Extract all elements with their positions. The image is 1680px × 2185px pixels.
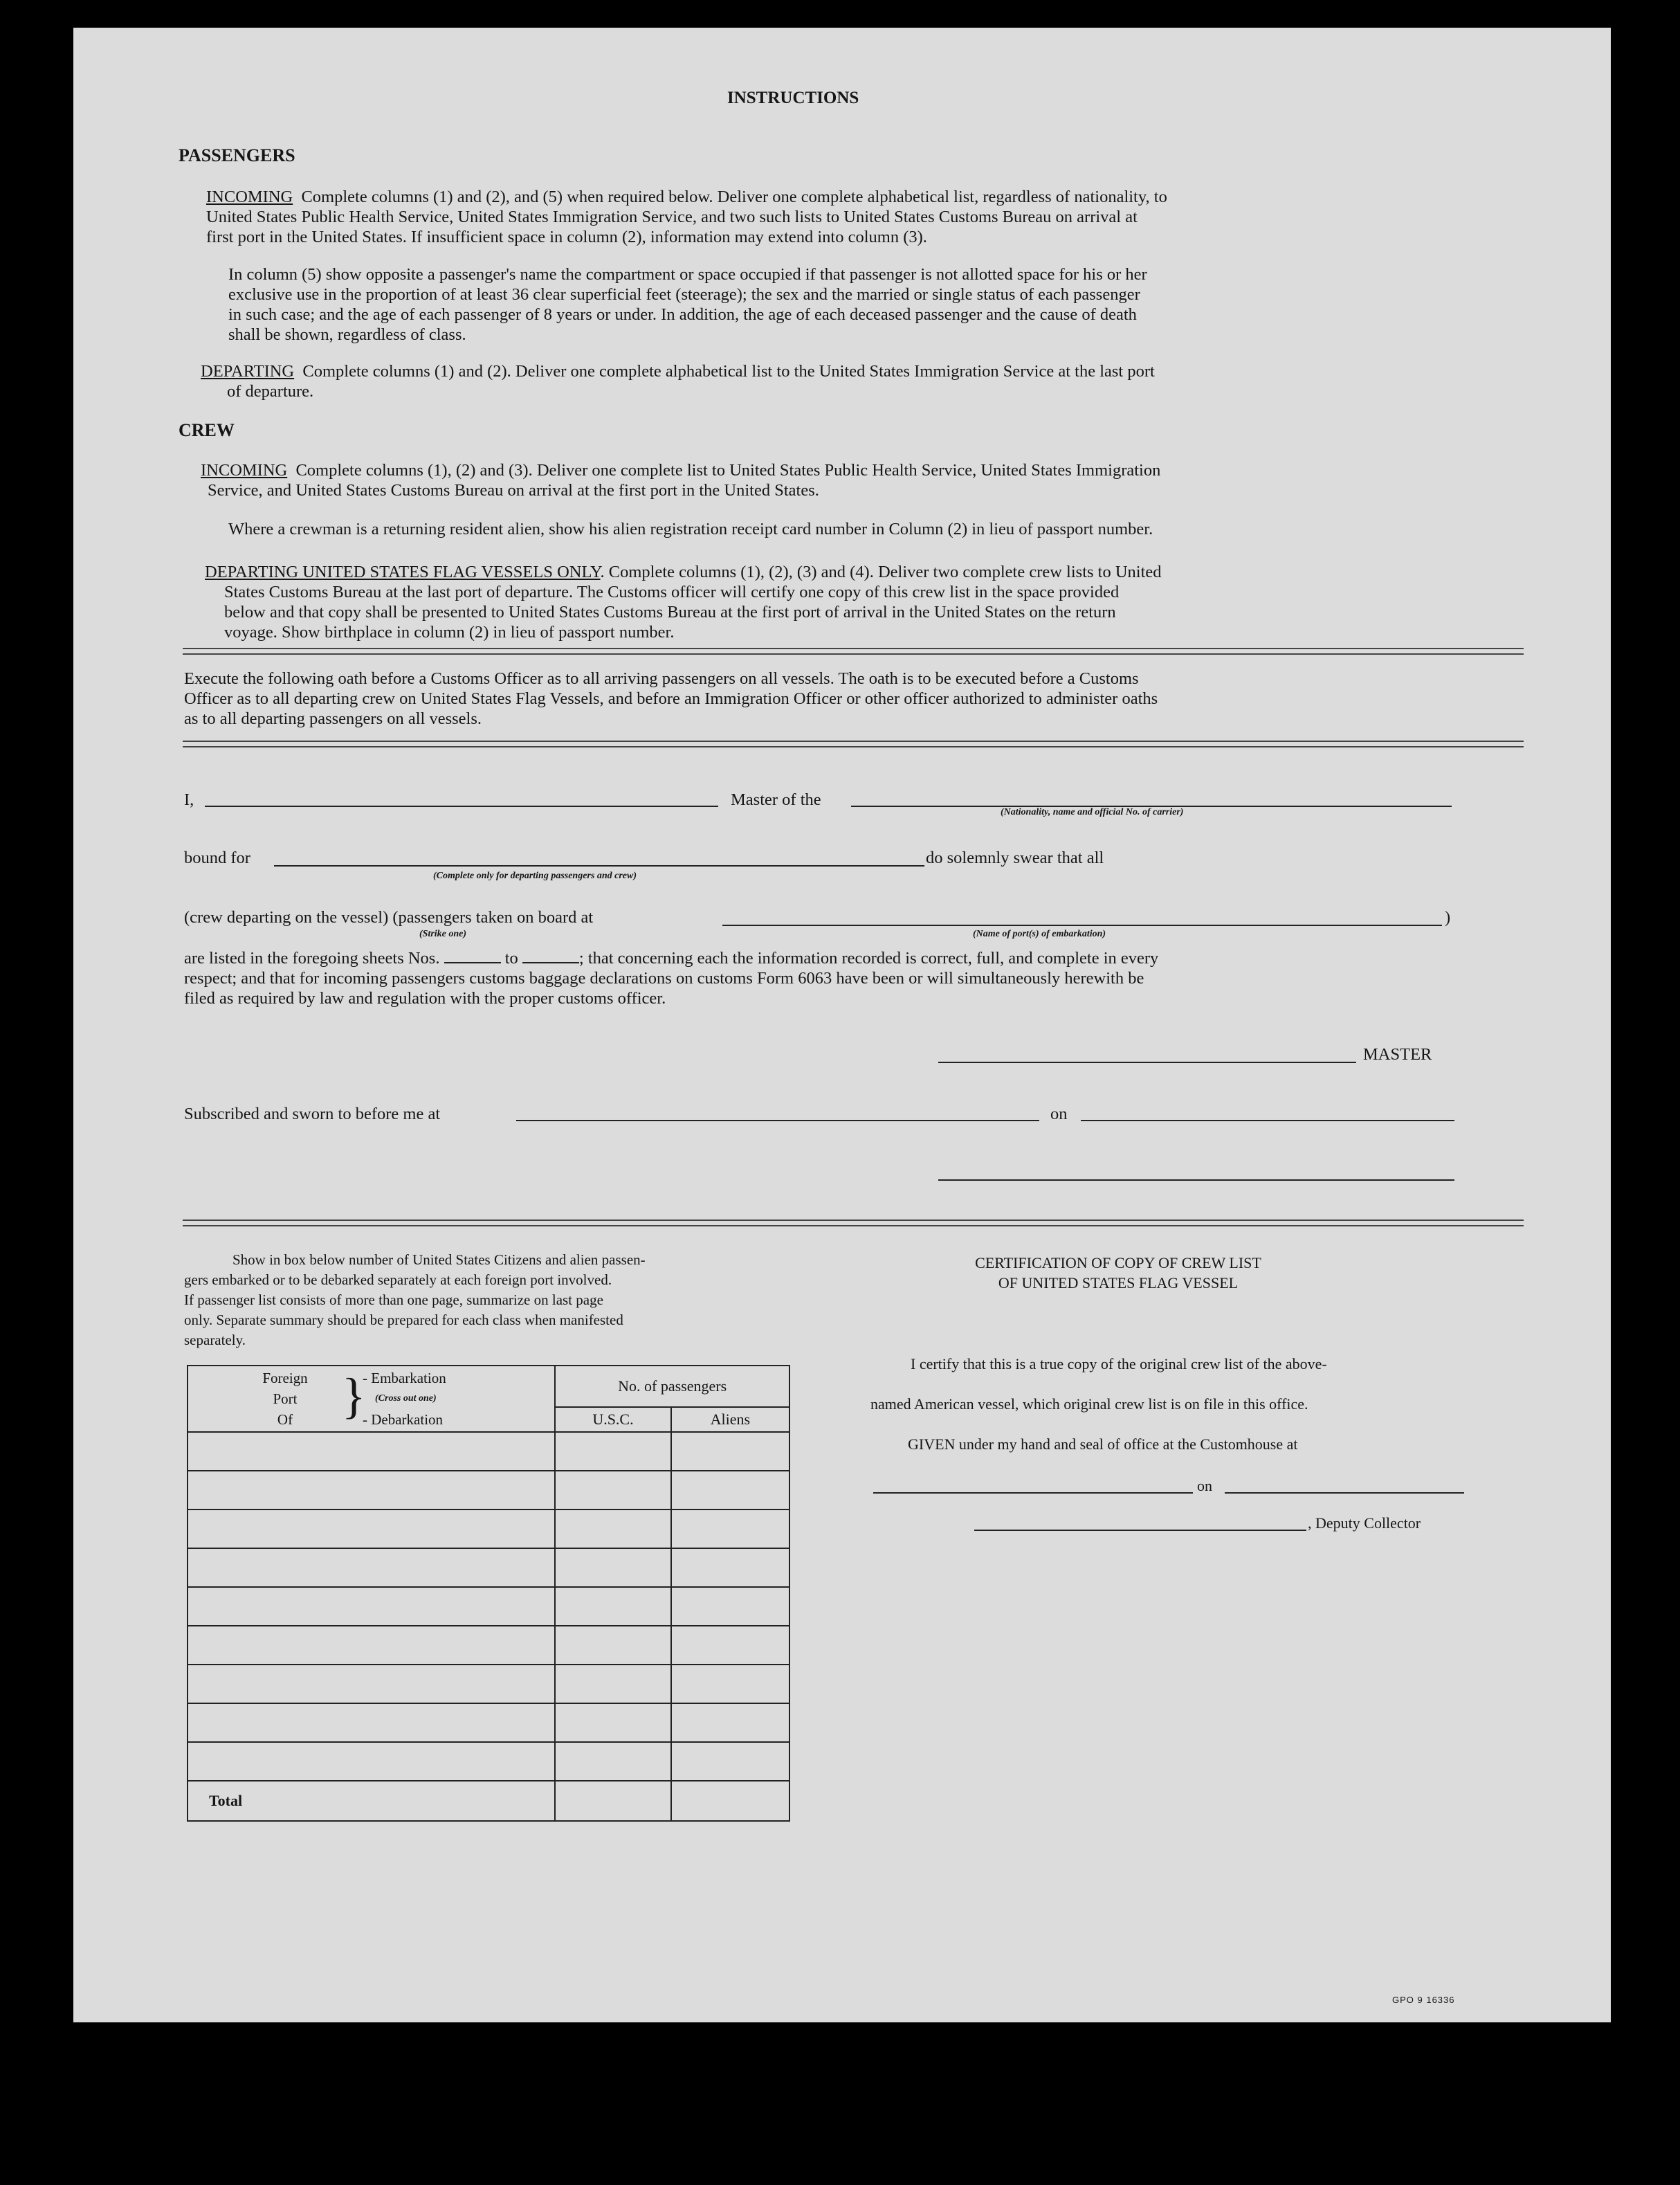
crew-departing-option: (crew departing on the vessel) (passengers taken on board at [184, 908, 594, 927]
respect-text: respect; and that for incoming passengers customs baggage declarations on customs Form 6063 have been or will simultaneously herewith be [184, 969, 1144, 988]
table-row [188, 1587, 789, 1626]
officer-signature-field[interactable] [938, 1179, 1454, 1181]
crew-departing-label: DEPARTING UNITED STATES FLAG VESSELS ONLY [205, 563, 601, 581]
aliens-cell[interactable] [671, 1665, 789, 1703]
of-label: Of [277, 1411, 293, 1428]
table-row [188, 1703, 789, 1742]
port-cell[interactable] [188, 1665, 555, 1703]
usc-cell[interactable] [555, 1626, 670, 1665]
master-of-the-label: Master of the [731, 790, 821, 809]
table-row [188, 1471, 789, 1509]
certification-title-2: OF UNITED STATES FLAG VESSEL [998, 1274, 1239, 1291]
aliens-cell[interactable] [671, 1548, 789, 1587]
aliens-cell[interactable] [671, 1703, 789, 1742]
given-text: GIVEN under my hand and seal of office at the Customhouse at [908, 1435, 1298, 1453]
col5-text-1: In column (5) show opposite a passenger's name the compartment or space occupied if that passenger is not allotted space for his or her [228, 265, 1147, 284]
oath-instr-text-1: Execute the following oath before a Customs Officer as to all arriving passengers on all vessels. The oath is to be executed before a Customs [184, 669, 1139, 688]
usc-cell[interactable] [555, 1703, 670, 1742]
usc-cell[interactable] [555, 1509, 670, 1548]
nationality-note: (Nationality, name and official No. of carrier) [1001, 807, 1184, 817]
port-cell[interactable] [188, 1509, 555, 1548]
certify-text-2: named American vessel, which original crew list is on file in this office. [870, 1395, 1308, 1413]
col5-text-4: shall be shown, regardless of class. [228, 325, 466, 344]
listed-text-b: ; that concerning each the information recorded is correct, full, and complete in every [578, 949, 1159, 968]
summary-intro-2: gers embarked or to be debarked separately at each foreign port involved. [184, 1271, 612, 1288]
passengers-departing-text-1: Complete columns (1) and (2). Deliver one complete alphabetical list to the United States Immigration Service at the last port [302, 362, 1155, 381]
aliens-cell[interactable] [671, 1432, 789, 1471]
sheet-to-field[interactable] [522, 950, 579, 963]
aliens-header: Aliens [671, 1407, 789, 1432]
summary-intro [184, 1250, 807, 1350]
customhouse-field[interactable] [873, 1492, 1193, 1494]
passengers-incoming-text-1: Complete columns (1) and (2), and (5) when required below. Deliver one complete alphabetical list, regardless of nationality, to [301, 188, 1167, 206]
section-divider [183, 648, 1524, 655]
aliens-cell[interactable] [671, 1626, 789, 1665]
debarkation-label: - Debarkation [363, 1411, 444, 1428]
crew-resident-text: Where a crewman is a returning resident alien, show his alien registration receipt card number in Column (2) in lieu of passport number. [228, 520, 1153, 538]
do-solemnly-swear: do solemnly swear that all [926, 849, 1104, 867]
deputy-signature-field[interactable] [974, 1530, 1306, 1531]
port-label: Port [273, 1390, 298, 1407]
port-header-cell [188, 1366, 555, 1432]
section-divider [183, 1220, 1524, 1226]
table-row [188, 1432, 789, 1471]
usc-cell[interactable] [555, 1432, 670, 1471]
total-row [188, 1781, 789, 1821]
usc-header: U.S.C. [555, 1407, 670, 1432]
crew-departing-text-4: voyage. Show birthplace in column (2) in lieu of passport number. [224, 623, 675, 642]
cross-out-note: (Cross out one) [375, 1393, 437, 1404]
port-cell[interactable] [188, 1742, 555, 1781]
passengers-incoming-paragraph [206, 187, 1521, 247]
usc-total-cell[interactable] [555, 1781, 670, 1821]
crew-incoming-paragraph [201, 460, 1515, 500]
oath-listed-paragraph [184, 948, 1526, 1008]
listed-to-label: to [504, 949, 518, 968]
crew-incoming-text-1: Complete columns (1), (2) and (3). Deliver one complete list to United States Public Health Service, United States Immigration [295, 461, 1161, 480]
port-cell[interactable] [188, 1548, 555, 1587]
gpo-code: GPO 9 16336 [1392, 1995, 1455, 2005]
crew-departing-text-2: States Customs Bureau at the last port of departure. The Customs officer will certify one copy of this crew list in the space provided [224, 583, 1120, 601]
foreign-label: Foreign [262, 1370, 308, 1386]
usc-cell[interactable] [555, 1665, 670, 1703]
listed-text-a: are listed in the foregoing sheets Nos. [184, 949, 440, 968]
certify-text-1: I certify that this is a true copy of the original crew list of the above- [911, 1355, 1327, 1372]
port-cell[interactable] [188, 1703, 555, 1742]
aliens-cell[interactable] [671, 1471, 789, 1509]
passengers-heading: PASSENGERS [179, 145, 295, 165]
certification-title [917, 1253, 1319, 1293]
usc-cell[interactable] [555, 1587, 670, 1626]
crew-incoming-label: INCOMING [201, 461, 288, 480]
embarkation-ports-field[interactable] [722, 925, 1442, 926]
bound-for-field[interactable] [274, 865, 924, 867]
table-row [188, 1548, 789, 1587]
close-paren: ) [1445, 908, 1451, 927]
passengers-incoming-label: INCOMING [206, 188, 293, 206]
table-row [188, 1742, 789, 1781]
master-signature-field[interactable] [938, 1062, 1356, 1063]
aliens-cell[interactable] [671, 1509, 789, 1548]
aliens-cell[interactable] [671, 1742, 789, 1781]
embarkation-label: - Embarkation [363, 1370, 446, 1386]
port-cell[interactable] [188, 1471, 555, 1509]
table-row [188, 1626, 789, 1665]
passengers-incoming-text-2: United States Public Health Service, United States Immigration Service, and two such lists to United States Customs Bureau on arrival at [206, 208, 1138, 226]
cert-on-label: on [1197, 1477, 1212, 1494]
port-cell[interactable] [188, 1626, 555, 1665]
aliens-cell[interactable] [671, 1587, 789, 1626]
summary-intro-5: separately. [184, 1332, 246, 1348]
usc-cell[interactable] [555, 1471, 670, 1509]
summary-intro-1: Show in box below number of United States Citizens and alien passen- [232, 1251, 646, 1268]
summary-intro-3: If passenger list consists of more than one page, summarize on last page [184, 1291, 603, 1308]
master-name-field[interactable] [205, 806, 718, 807]
master-label: MASTER [1363, 1045, 1432, 1064]
oath-instr-text-3: as to all departing passengers on all vessels. [184, 709, 482, 728]
crew-incoming-text-2: Service, and United States Customs Bureau on arrival at the first port in the United States. [208, 481, 819, 500]
col5-text-3: in such case; and the age of each passenger of 8 years or under. In addition, the age of each deceased passenger and the cause of death [228, 305, 1137, 324]
oath-instructions [184, 669, 1519, 729]
port-cell[interactable] [188, 1432, 555, 1471]
crew-heading: CREW [179, 420, 235, 440]
form-page [73, 28, 1611, 2022]
cert-date-field[interactable] [1225, 1492, 1464, 1494]
sworn-date-field[interactable] [1081, 1120, 1454, 1121]
instructions-title: INSTRUCTIONS [727, 89, 859, 107]
section-divider [183, 741, 1524, 747]
bound-for-label: bound for [184, 849, 250, 867]
summary-intro-4: only. Separate summary should be prepared for each class when manifested [184, 1312, 623, 1328]
oath-i-label: I, [184, 790, 194, 809]
aliens-total-cell[interactable] [671, 1781, 789, 1821]
strike-one-note: (Strike one) [419, 929, 467, 939]
usc-cell[interactable] [555, 1742, 670, 1781]
complete-only-note: (Complete only for departing passengers and crew) [433, 871, 637, 881]
passengers-departing-text-2: of departure. [227, 382, 314, 401]
deputy-collector-label: , Deputy Collector [1308, 1514, 1421, 1532]
ports-note: (Name of port(s) of embarkation) [973, 929, 1106, 939]
certification-title-1: CERTIFICATION OF COPY OF CREW LIST [975, 1254, 1261, 1271]
crew-departing-text-1: . Complete columns (1), (2), (3) and (4). Deliver two complete crew lists to United [600, 563, 1162, 581]
col5-text-2: exclusive use in the proportion of at least 36 clear superficial feet (steerage); the sex and the married or single status of each passenger [228, 285, 1140, 304]
table-row [188, 1509, 789, 1548]
passengers-col5-paragraph [228, 264, 1529, 345]
usc-cell[interactable] [555, 1548, 670, 1587]
passengers-incoming-text-3: first port in the United States. If insufficient space in column (2), information may extend into column (3). [206, 228, 927, 246]
sworn-on-label: on [1050, 1105, 1068, 1123]
port-cell[interactable] [188, 1587, 555, 1626]
sworn-at-field[interactable] [516, 1120, 1039, 1121]
passengers-departing-label: DEPARTING [201, 362, 295, 381]
sheet-from-field[interactable] [444, 950, 501, 963]
no-passengers-header: No. of passengers [555, 1366, 789, 1407]
table-row [188, 1665, 789, 1703]
oath-instr-text-2: Officer as to all departing crew on United States Flag Vessels, and before an Immigration Officer or other officer authorized to administer oaths [184, 689, 1158, 708]
subscribed-label: Subscribed and sworn to before me at [184, 1105, 441, 1123]
total-label: Total [188, 1781, 555, 1821]
crew-departing-paragraph [205, 562, 1519, 642]
crew-departing-text-3: below and that copy shall be presented to United States Customs Bureau at the first port of arrival in the United States on the return [224, 603, 1116, 622]
filed-text: filed as required by law and regulation with the proper customs officer. [184, 989, 666, 1008]
passenger-summary-table [187, 1365, 790, 1822]
brace-glyph: } [342, 1368, 366, 1424]
passengers-departing-paragraph [201, 361, 1515, 401]
